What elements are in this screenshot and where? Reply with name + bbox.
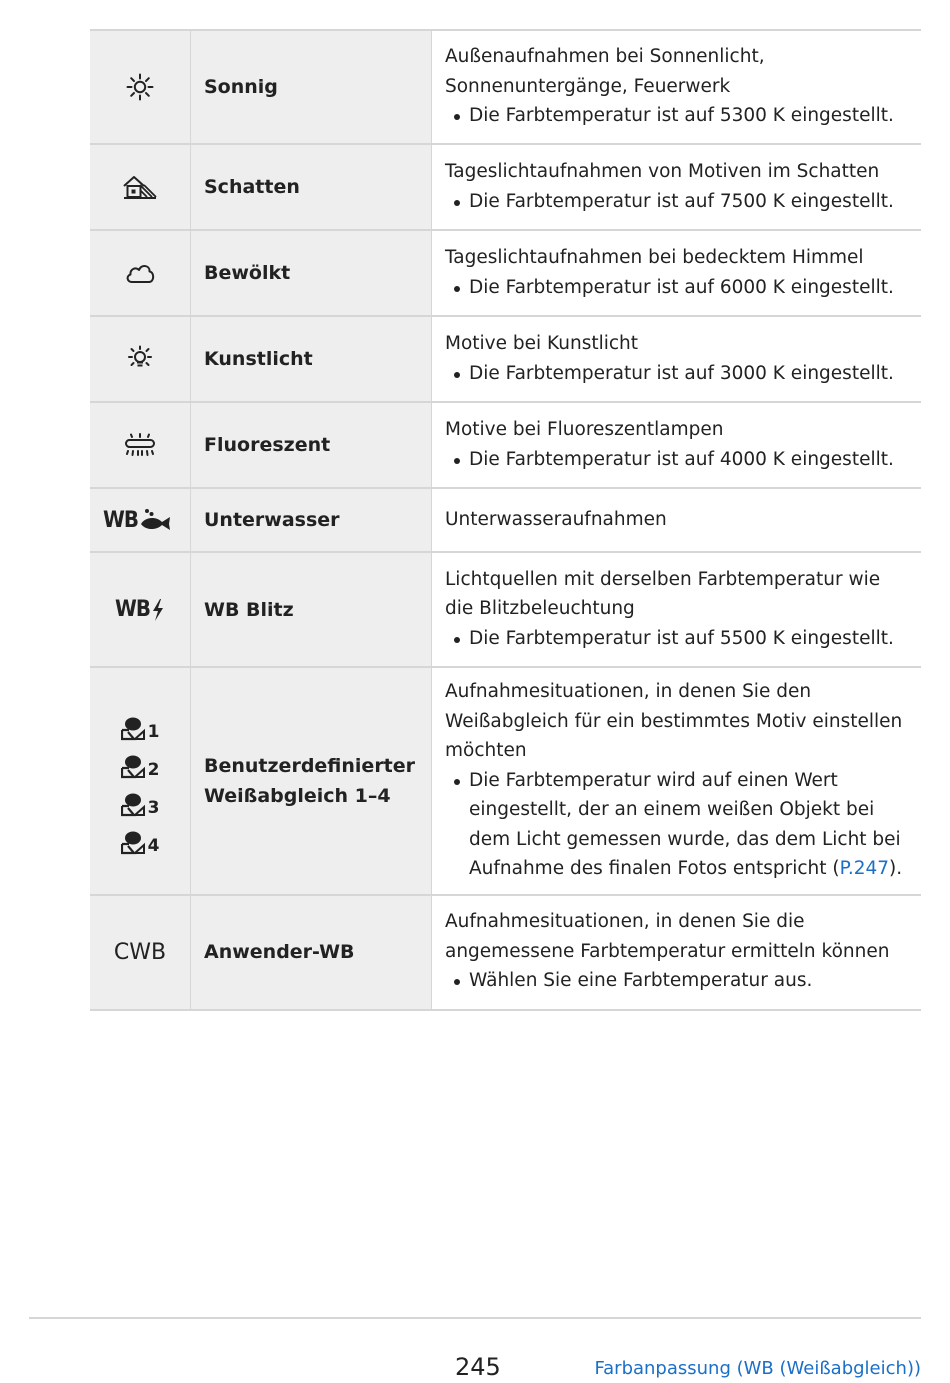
table-row — [90, 30, 921, 144]
option-name-line: Benutzerdefinierter — [204, 754, 416, 777]
option-name-line: Weißabgleich 1–4 — [204, 784, 391, 807]
description-text: Tageslichtaufnahmen bei bedecktem Himmel — [445, 247, 864, 268]
lightbulb-icon — [125, 345, 155, 373]
description-text: Aufnahmesituationen, in denen Sie die angemessene Farbtemperatur ermitteln können — [445, 911, 890, 962]
option-name: Sonnig — [191, 30, 432, 144]
table-row — [90, 488, 921, 552]
bullet-item: Die Farbtemperatur ist auf 5500 K eingestellt. — [445, 624, 911, 654]
table-row — [90, 667, 921, 895]
wb-label: WB — [103, 507, 138, 533]
option-name: Bewölkt — [191, 230, 432, 316]
underwater-fish-icon — [103, 508, 177, 533]
page-reference-link[interactable]: P.247 — [839, 858, 890, 879]
table-row — [90, 144, 921, 230]
cloud-icon — [124, 261, 156, 285]
option-name: Anwender-WB — [191, 895, 432, 1010]
shade-house-icon — [122, 174, 158, 200]
wb-label: WB — [115, 597, 150, 622]
custom-wb-3-icon: 3 — [121, 783, 160, 817]
flash-icon — [115, 597, 165, 622]
option-name — [191, 667, 432, 895]
white-balance-table — [90, 29, 921, 1011]
option-description — [432, 144, 922, 230]
table-row — [90, 895, 921, 1010]
table-row — [90, 402, 921, 488]
bullet-item: Die Farbtemperatur ist auf 3000 K eingestellt. — [445, 359, 911, 389]
cwb-icon: CWB — [113, 939, 167, 965]
table-row — [90, 316, 921, 402]
bullet-item: Die Farbtemperatur wird auf einen Wert eingestellt, der an einem weißen Objekt bei dem Licht gemessen wurde, das dem Licht bei Aufnahme des finalen Fotos entspricht (P.247). — [445, 766, 911, 884]
footer-divider — [29, 1317, 921, 1319]
page-number: 245 — [455, 1353, 501, 1381]
option-description — [432, 402, 922, 488]
option-description — [432, 667, 922, 895]
option-description — [432, 230, 922, 316]
option-description — [432, 316, 922, 402]
description-text: Motive bei Fluoreszentlampen — [445, 419, 724, 440]
bullet-item: Die Farbtemperatur ist auf 5300 K eingestellt. — [445, 101, 911, 131]
custom-wb-1-icon: 1 — [121, 707, 160, 741]
option-name: Kunstlicht — [191, 316, 432, 402]
bullet-item: Die Farbtemperatur ist auf 4000 K eingestellt. — [445, 445, 911, 475]
table-row — [90, 552, 921, 667]
option-description — [432, 488, 922, 552]
sun-icon — [126, 73, 154, 101]
bullet-item: Die Farbtemperatur ist auf 7500 K eingestellt. — [445, 187, 911, 217]
option-name: Unterwasser — [191, 488, 432, 552]
description-text: Außenaufnahmen bei Sonnenlicht, Sonnenuntergänge, Feuerwerk — [445, 46, 765, 97]
option-name: WB Blitz — [191, 552, 432, 667]
description-text: Tageslichtaufnahmen von Motiven im Schatten — [445, 161, 880, 182]
description-text: Lichtquellen mit derselben Farbtemperatur wie die Blitzbeleuchtung — [445, 568, 881, 620]
custom-wb-2-icon: 2 — [121, 745, 160, 779]
bullet-item: Wählen Sie eine Farbtemperatur aus. — [445, 966, 911, 996]
custom-wb-icon — [90, 701, 190, 861]
option-description — [432, 552, 922, 667]
custom-wb-4-icon: 4 — [121, 821, 160, 855]
description-text: Aufnahmesituationen, in denen Sie den Weißabgleich für ein bestimmtes Motiv einstellen möchten — [445, 681, 903, 761]
section-title-link[interactable]: Farbanpassung (WB (Weißabgleich)) — [594, 1358, 921, 1379]
bullet-item: Die Farbtemperatur ist auf 6000 K eingestellt. — [445, 273, 911, 303]
fluorescent-icon — [124, 433, 156, 457]
option-name: Fluoreszent — [191, 402, 432, 488]
table-row — [90, 230, 921, 316]
option-description — [432, 895, 922, 1010]
description-text: Unterwasseraufnahmen — [445, 508, 667, 530]
description-text: Motive bei Kunstlicht — [445, 333, 639, 354]
option-name: Schatten — [191, 144, 432, 230]
option-description — [432, 30, 922, 144]
